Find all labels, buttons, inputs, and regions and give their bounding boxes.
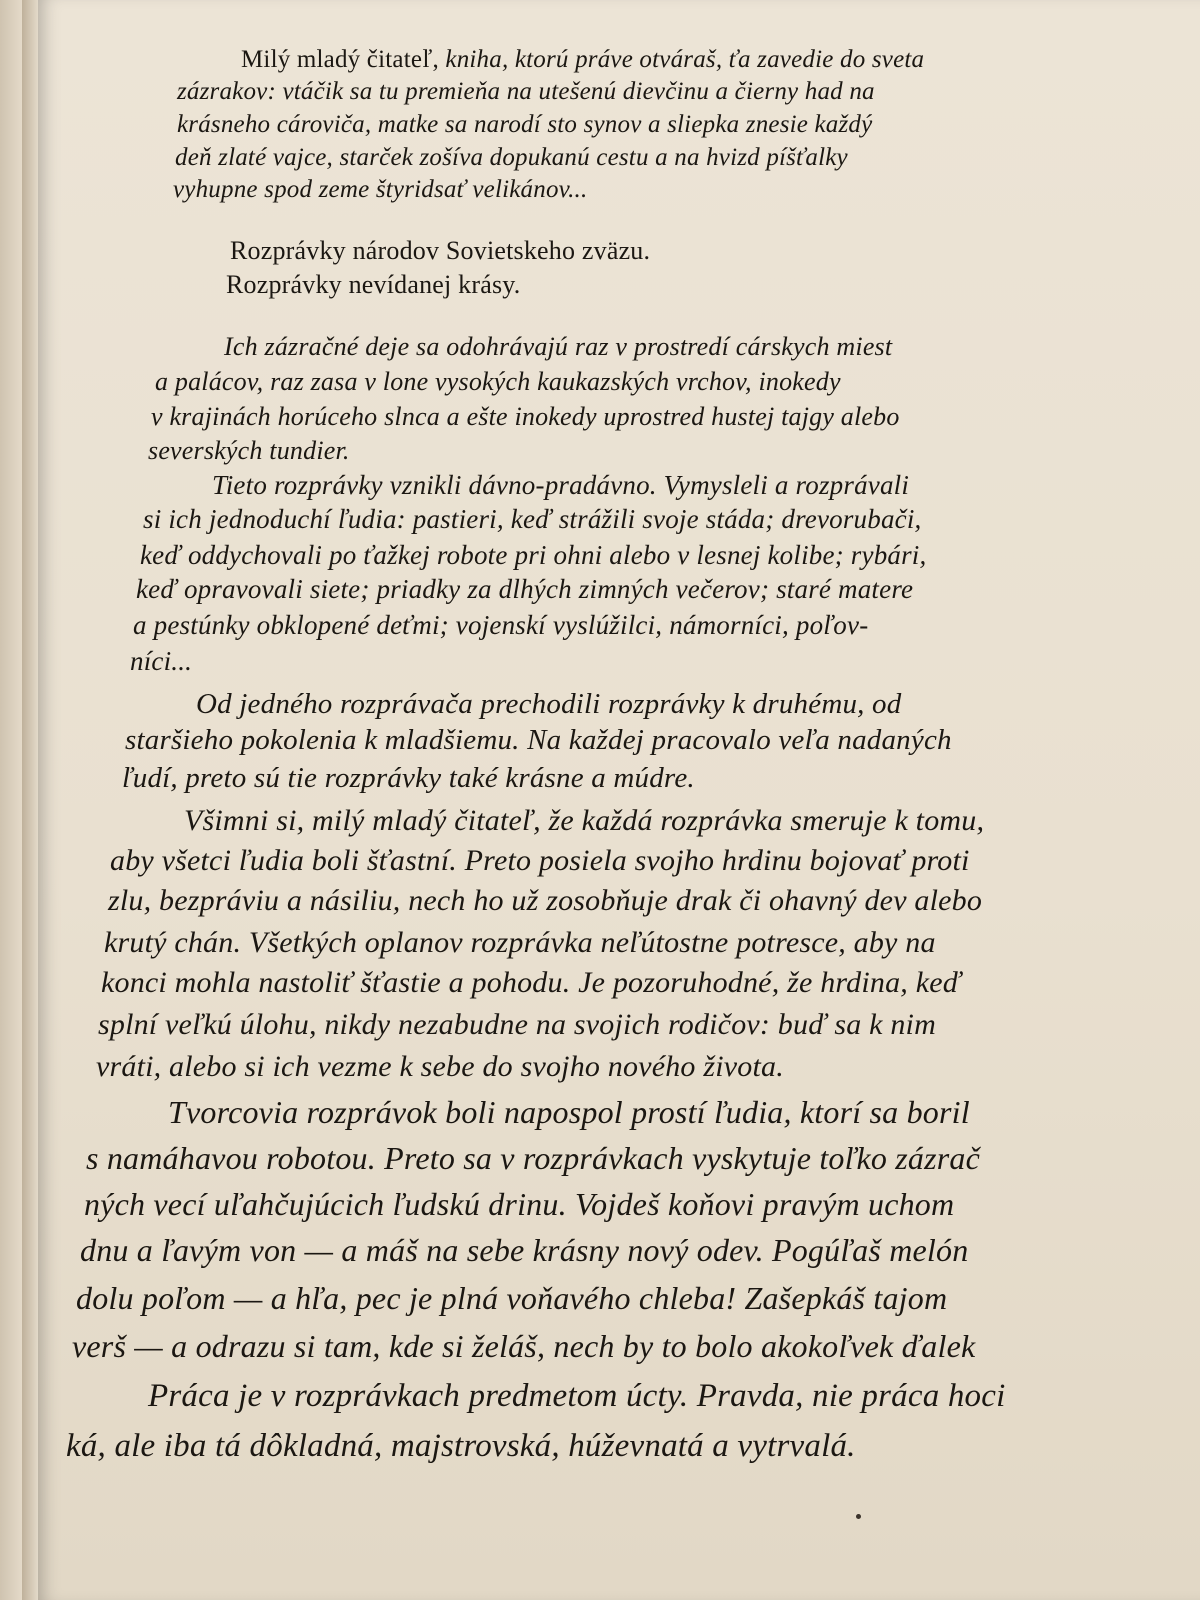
body-line: dnu a ľavým von — a máš na sebe krásny nový odev. Pogúľaš melón [80,1232,969,1268]
body-line: níci... [130,646,193,676]
body-line: si ich jednoduchí ľudia: pastieri, keď strážili svoje stáda; drevorubači, [143,504,922,534]
body-line: Práca je v rozprávkach predmetom úcty. Pravda, nie práca hoci [148,1378,1006,1414]
body-line: Od jedného rozprávača prechodili rozprávky k druhému, od [196,688,902,720]
subtitle-line: Rozprávky nevídanej krásy. [226,270,521,299]
intro-line: deň zlaté vajce, starček zošíva dopukanú cestu a na hvizd píšťalky [175,144,848,171]
ink-speck [856,1514,861,1519]
body-line: v krajinách horúceho slnca a ešte inokedy uprostred hustej tajgy alebo [151,402,900,431]
body-line: ných vecí uľahčujúcich ľudskú drinu. Vojdeš koňovi pravým uchom [84,1186,955,1222]
body-line: verš — a odrazu si tam, kde si želáš, nech by to bolo akokoľvek ďalek [72,1328,976,1364]
intro-lead: Milý mladý čitateľ, [241,46,439,73]
body-line: vráti, alebo si ich vezme k sebe do svojho nového života. [96,1050,784,1083]
intro-line: vyhupne spod zeme štyridsať velikánov... [173,176,588,203]
body-line: aby všetci ľudia boli šťastní. Preto posiela svojho hrdinu bojovať proti [110,844,970,877]
body-line: splní veľkú úlohu, nikdy nezabudne na svojich rodičov: buď sa k nim [98,1008,936,1041]
intro-line: krásneho cároviča, matke sa narodí sto synov a sliepka znesie každý [177,111,873,138]
body-line: a palácov, raz zasa v lone vysokých kaukazských vrchov, inokedy [155,367,841,396]
intro-lead-rest: kniha, ktorú práve otváraš, ťa zavedie do sveta [438,46,925,73]
body-line: Všimni si, milý mladý čitateľ, že každá rozprávka smeruje k tomu, [184,804,985,837]
body-line: ľudí, preto sú tie rozprávky také krásne a múdre. [122,762,695,794]
body-line: dolu poľom — a hľa, pec je plná voňavého chleba! Zašepkáš tajom [76,1280,948,1316]
body-line: krutý chán. Všetkých oplanov rozprávka neľútostne potresce, aby na [104,926,936,959]
subtitle-line: Rozprávky národov Sovietskeho zväzu. [230,236,651,265]
body-line: Tieto rozprávky vznikli dávno-pradávno. Vymysleli a rozprávali [212,470,910,500]
body-line: severských tundier. [148,436,350,465]
body-line: keď opravovali siete; priadky za dlhých zimných večerov; staré matere [136,574,914,604]
book-page [38,0,1200,1600]
body-line: keď oddychovali po ťažkej robote pri ohni alebo v lesnej kolibe; rybári, [140,540,927,570]
body-line: ká, ale iba tá dôkladná, majstrovská, húževnatá a vytrvalá. [66,1428,856,1464]
intro-line: zázrakov: vtáčik sa tu premieňa na utešenú dievčinu a čierny had na [177,78,875,105]
body-line: zlu, bezpráviu a násiliu, nech ho už zosobňuje drak či ohavný dev alebo [108,884,983,917]
body-line: Ich zázračné deje sa odohrávajú raz v prostredí cárskych miest [224,332,893,361]
body-line: konci mohla nastoliť šťastie a pohodu. Je pozoruhodné, že hrdina, keď [101,966,962,999]
body-line: s namáhavou robotou. Preto sa v rozprávkach vyskytuje toľko zázrač [86,1140,981,1176]
intro-line [241,46,924,74]
body-line: a pestúnky obklopené deťmi; vojenskí vyslúžilci, námorníci, poľov- [133,610,869,640]
body-line: Tvorcovia rozprávok boli napospol prostí ľudia, ktorí sa boril [168,1094,970,1130]
body-line: staršieho pokolenia k mladšiemu. Na každej pracovalo veľa nadaných [125,724,952,756]
